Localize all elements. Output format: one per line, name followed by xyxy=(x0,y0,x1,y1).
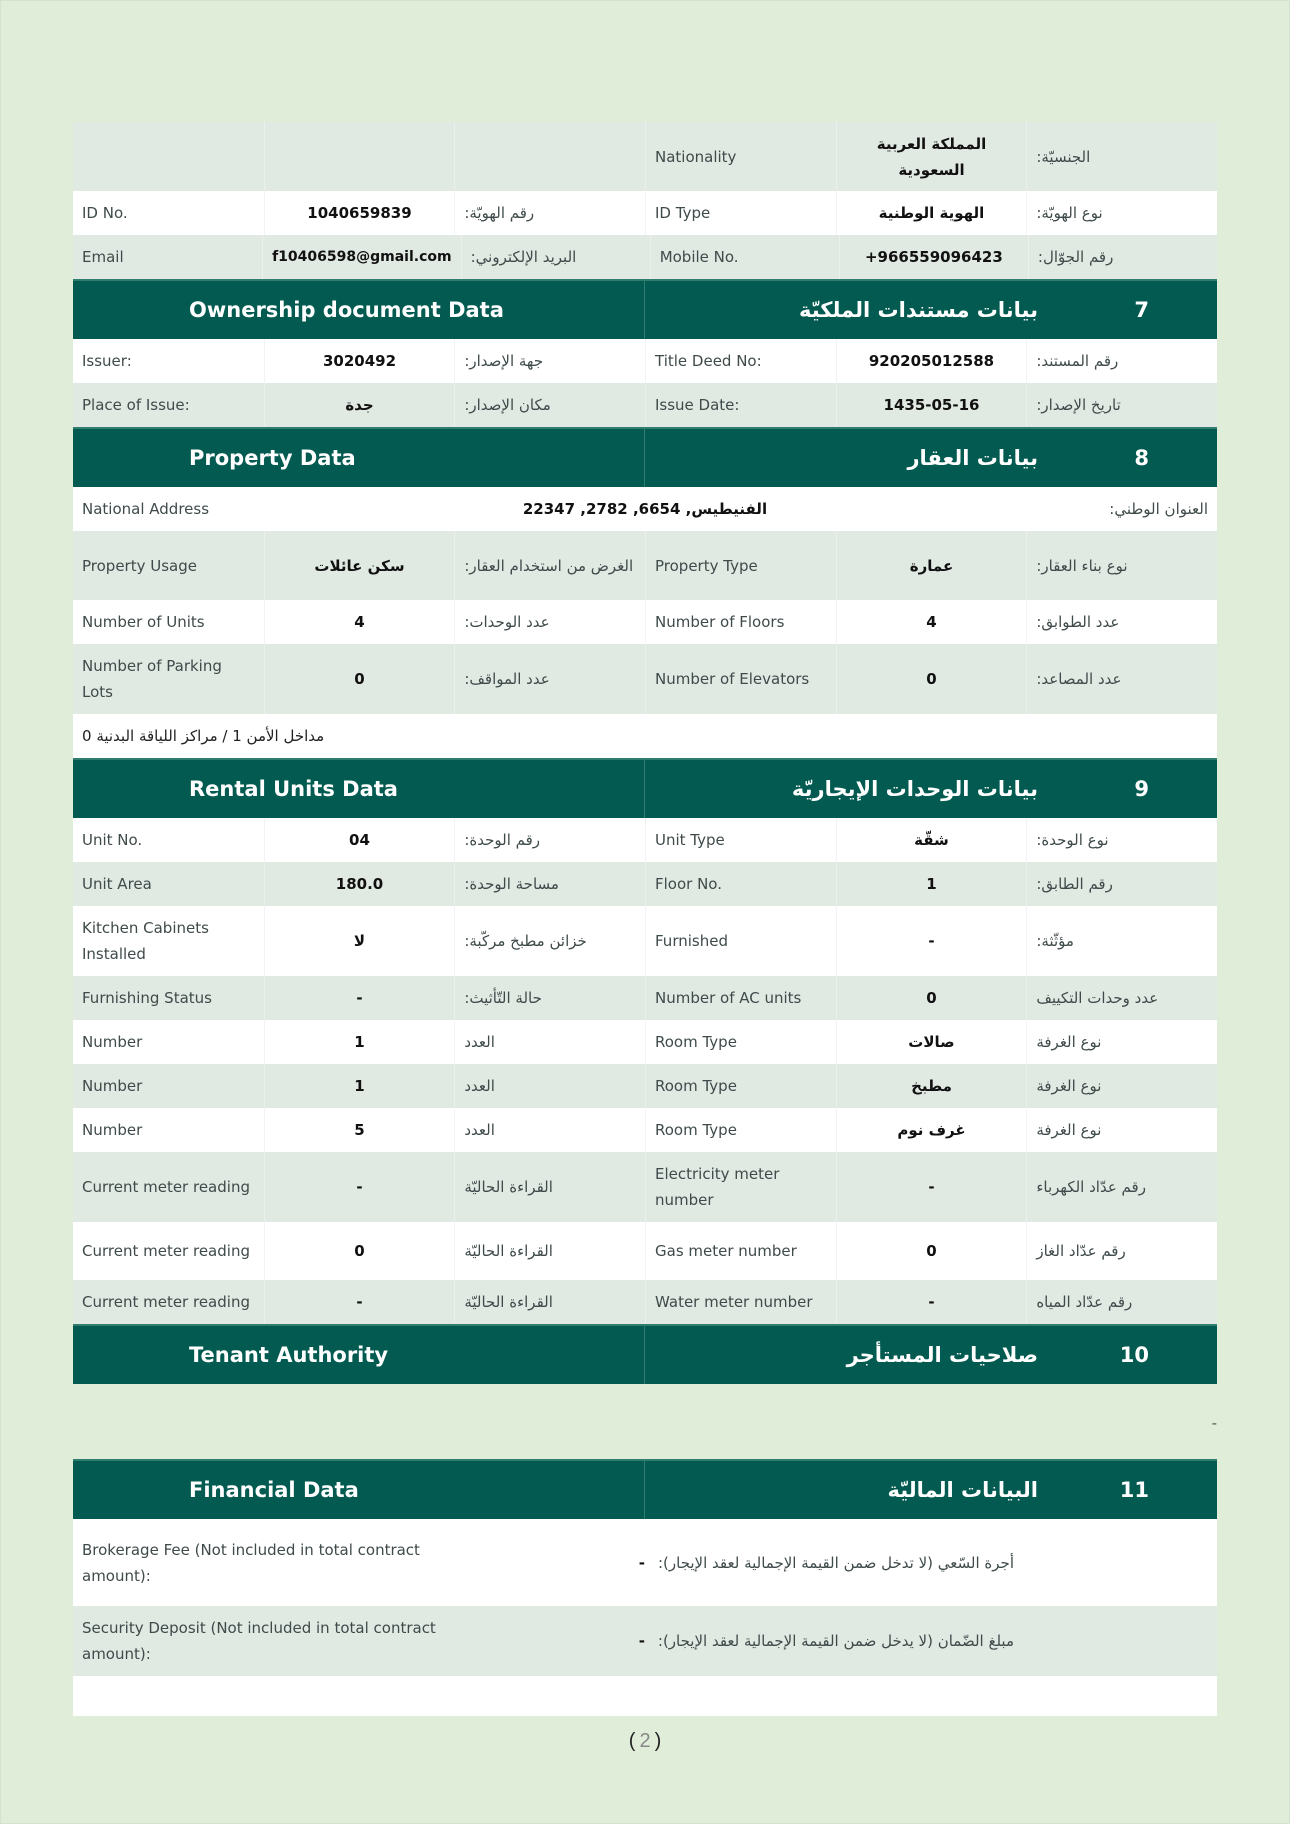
table-row xyxy=(73,976,1217,1020)
en-label: Number of Units xyxy=(82,613,205,631)
section-header-rental-units xyxy=(73,758,1217,818)
table-row-contact xyxy=(73,235,1217,279)
en-label: Title Deed No: xyxy=(645,339,836,383)
en-label: Place of Issue: xyxy=(82,396,190,414)
ar-label: رقم الطابق: xyxy=(1026,862,1217,906)
ar-label: نوع بناء العقار: xyxy=(1026,531,1217,600)
value: 0 xyxy=(836,644,1027,714)
table-row xyxy=(73,339,1217,383)
ar-label: الجنسيّة: xyxy=(1026,122,1217,191)
en-label: Unit Area xyxy=(82,875,152,893)
value: غرف نوم xyxy=(836,1108,1027,1152)
nationality-value: المملكة العربية السعودية xyxy=(836,122,1027,191)
en-label: Floor No. xyxy=(645,862,836,906)
value: 0 xyxy=(836,1222,1027,1280)
ar-label: تاريخ الإصدار: xyxy=(1026,383,1217,427)
value: 0 xyxy=(264,644,455,714)
rental-units-table xyxy=(73,818,1217,1324)
id-number-value: 1040659839 xyxy=(264,191,455,235)
ar-label: مساحة الوحدة: xyxy=(454,862,645,906)
table-row xyxy=(73,906,1217,976)
table-row xyxy=(73,1020,1217,1064)
table-row xyxy=(73,1222,1217,1280)
section-title-en: Property Data xyxy=(73,429,645,487)
ar-label: عدد الوحدات: xyxy=(454,600,645,644)
national-address-value: الفنيطيس, 6654, 2782, 22347 xyxy=(522,500,768,518)
id-type-value: الهوية الوطنية xyxy=(836,191,1027,235)
table-row xyxy=(73,818,1217,862)
ar-label: عدد المواقف: xyxy=(454,644,645,714)
ar-label: القراءة الحاليّة xyxy=(454,1222,645,1280)
en-label: Gas meter number xyxy=(645,1222,836,1280)
section-title-ar: بيانات مستندات الملكيّة xyxy=(798,298,1038,322)
value: لا xyxy=(264,906,455,976)
en-label: Unit Type xyxy=(645,818,836,862)
value: - xyxy=(836,1152,1027,1222)
en-label: Mobile No. xyxy=(650,235,839,279)
ar-label: عدد وحدات التكييف xyxy=(1026,976,1217,1020)
value: - xyxy=(836,1280,1027,1324)
en-label: Number of Elevators xyxy=(645,644,836,714)
ar-label: نوع الهويّة: xyxy=(1026,191,1217,235)
en-label: Room Type xyxy=(645,1108,836,1152)
en-label: Issue Date: xyxy=(645,383,836,427)
value: 1 xyxy=(264,1064,455,1108)
en-label: Furnishing Status xyxy=(82,989,212,1007)
en-label: Unit No. xyxy=(82,831,143,849)
value: 5 xyxy=(264,1108,455,1152)
value: مطبخ xyxy=(836,1064,1027,1108)
en-label: National Address xyxy=(82,500,210,518)
value: 1435-05-16 xyxy=(836,383,1027,427)
ar-label: رقم الهويّة: xyxy=(454,191,645,235)
ar-label: رقم الجوّال: xyxy=(1028,235,1217,279)
ar-label: العدد xyxy=(454,1020,645,1064)
section-number: 10 xyxy=(1119,1343,1149,1367)
mobile-value: +966559096423 xyxy=(839,235,1028,279)
table-row-id xyxy=(73,191,1217,235)
section-number: 9 xyxy=(1134,777,1149,801)
en-label: Property Usage xyxy=(82,556,197,575)
section-title-en: Ownership document Data xyxy=(73,281,645,339)
section-number: 8 xyxy=(1134,446,1149,470)
ar-label: رقم عدّاد الغاز xyxy=(1026,1222,1217,1280)
ar-label: نوع الغرفة xyxy=(1026,1108,1217,1152)
table-row xyxy=(73,1064,1217,1108)
section-title-ar: صلاحيات المستأجر xyxy=(846,1343,1038,1367)
table-row xyxy=(73,862,1217,906)
en-label: Water meter number xyxy=(645,1280,836,1324)
section-title-ar: بيانات العقار xyxy=(907,446,1038,470)
en-label: Property Type xyxy=(645,531,836,600)
page-number-value: 2 xyxy=(639,1730,651,1752)
ar-label: رقم عدّاد الكهرباء xyxy=(1026,1152,1217,1222)
table-row xyxy=(73,600,1217,644)
section-number: 11 xyxy=(1119,1478,1149,1502)
value: 0 xyxy=(836,976,1027,1020)
ar-label: رقم الوحدة: xyxy=(454,818,645,862)
ar-label: مكان الإصدار: xyxy=(454,383,645,427)
blank-row xyxy=(73,1676,1217,1716)
value: شقّة xyxy=(836,818,1027,862)
section-number: 7 xyxy=(1134,298,1149,322)
property-note: مداخل الأمن 1 / مراكز اللياقة البدنية 0 xyxy=(73,714,1217,758)
ar-label: نوع الغرفة xyxy=(1026,1020,1217,1064)
value: 4 xyxy=(836,600,1027,644)
en-label: Security Deposit (Not included in total contract amount): xyxy=(82,1619,436,1663)
value: صالات xyxy=(836,1020,1027,1064)
table-row xyxy=(73,383,1217,427)
ar-label: القراءة الحاليّة xyxy=(454,1152,645,1222)
ar-label: أجرة السّعي (لا تدخل ضمن القيمة الإجمالية لعقد الإيجار): xyxy=(657,1553,1014,1572)
table-row xyxy=(73,1108,1217,1152)
table-row xyxy=(73,1280,1217,1324)
value: - xyxy=(264,1152,455,1222)
section-header-ownership xyxy=(73,279,1217,339)
en-label: Nationality xyxy=(645,122,836,191)
en-label: Number xyxy=(82,1033,143,1051)
brokerage-fee-value: - xyxy=(638,1553,645,1572)
value: - xyxy=(264,976,455,1020)
en-label xyxy=(73,122,264,191)
value: - xyxy=(264,1280,455,1324)
section-title-en: Rental Units Data xyxy=(73,760,645,818)
ar-label xyxy=(454,122,645,191)
value: 1 xyxy=(264,1020,455,1064)
ar-label: جهة الإصدار: xyxy=(454,339,645,383)
table-row xyxy=(73,1152,1217,1222)
value: 4 xyxy=(264,600,455,644)
en-label: Room Type xyxy=(645,1064,836,1108)
contract-page xyxy=(73,122,1217,1716)
value: عمارة xyxy=(836,531,1027,600)
en-label: Number xyxy=(82,1121,143,1139)
table-row-nationality xyxy=(73,122,1217,191)
section-header-property xyxy=(73,427,1217,487)
value: - xyxy=(836,906,1027,976)
email-value: f10406598@gmail.com xyxy=(262,235,461,279)
section-header-financial xyxy=(73,1459,1217,1519)
table-row xyxy=(73,531,1217,600)
en-label: ID No. xyxy=(82,204,128,222)
table-row-brokerage-fee xyxy=(73,1519,1217,1606)
en-label: Email xyxy=(82,248,124,266)
value xyxy=(264,122,455,191)
ar-label: رقم المستند: xyxy=(1026,339,1217,383)
en-label: ID Type xyxy=(645,191,836,235)
tenant-authority-content xyxy=(73,1384,1217,1459)
ar-label: رقم عدّاد المياه xyxy=(1026,1280,1217,1324)
section-title-en: Tenant Authority xyxy=(73,1326,645,1384)
ar-label: القراءة الحاليّة xyxy=(454,1280,645,1324)
ar-label: البريد الإلكتروني: xyxy=(461,235,650,279)
section-title-en: Financial Data xyxy=(73,1461,645,1519)
value: 1 xyxy=(836,862,1027,906)
section-title-ar: بيانات الوحدات الإيجاريّة xyxy=(791,777,1038,801)
security-deposit-value: - xyxy=(638,1632,645,1650)
en-label: Current meter reading xyxy=(82,1178,250,1196)
ar-label: مبلغ الضّمان (لا يدخل ضمن القيمة الإجمالية لعقد الإيجار): xyxy=(657,1632,1014,1650)
value: 3020492 xyxy=(264,339,455,383)
value: 0 xyxy=(264,1222,455,1280)
tenant-authority-value: - xyxy=(1211,1414,1217,1432)
ar-label: نوع الوحدة: xyxy=(1026,818,1217,862)
ar-label: عدد المصاعد: xyxy=(1026,644,1217,714)
ar-label: نوع الغرفة xyxy=(1026,1064,1217,1108)
en-label: Kitchen Cabinets Installed xyxy=(82,919,209,963)
value: 920205012588 xyxy=(836,339,1027,383)
en-label: Room Type xyxy=(645,1020,836,1064)
value: سكن عائلات xyxy=(264,531,455,600)
en-label: Electricity meter number xyxy=(645,1152,836,1222)
en-label: Current meter reading xyxy=(82,1242,250,1260)
en-label: Current meter reading xyxy=(82,1293,250,1311)
value: جدة xyxy=(264,383,455,427)
en-label: Number xyxy=(82,1077,143,1095)
table-row xyxy=(73,644,1217,714)
ar-label: العدد xyxy=(454,1108,645,1152)
en-label: Issuer: xyxy=(82,352,132,370)
ar-label: خزائن مطبخ مركّبة: xyxy=(454,906,645,976)
en-label: Brokerage Fee (Not included in total contract amount): xyxy=(82,1540,420,1585)
ar-label: الغرض من استخدام العقار: xyxy=(454,531,645,600)
ar-label: حالة التّأثيث: xyxy=(454,976,645,1020)
section-header-tenant-authority xyxy=(73,1324,1217,1384)
en-label: Number of AC units xyxy=(645,976,836,1020)
ar-label: العدد xyxy=(454,1064,645,1108)
value: 04 xyxy=(264,818,455,862)
en-label: Furnished xyxy=(645,906,836,976)
en-label: Number of Parking Lots xyxy=(82,657,222,701)
ar-label: مؤثّثة: xyxy=(1026,906,1217,976)
ar-label: عدد الطوابق: xyxy=(1026,600,1217,644)
section-title-ar: البيانات الماليّة xyxy=(887,1478,1038,1502)
en-label: Number of Floors xyxy=(645,600,836,644)
table-row-security-deposit xyxy=(73,1606,1217,1676)
national-address-row xyxy=(73,487,1217,531)
page-number: ( 2 ) xyxy=(628,1730,662,1752)
value: 180.0 xyxy=(264,862,455,906)
ar-label: العنوان الوطني: xyxy=(1109,500,1208,518)
